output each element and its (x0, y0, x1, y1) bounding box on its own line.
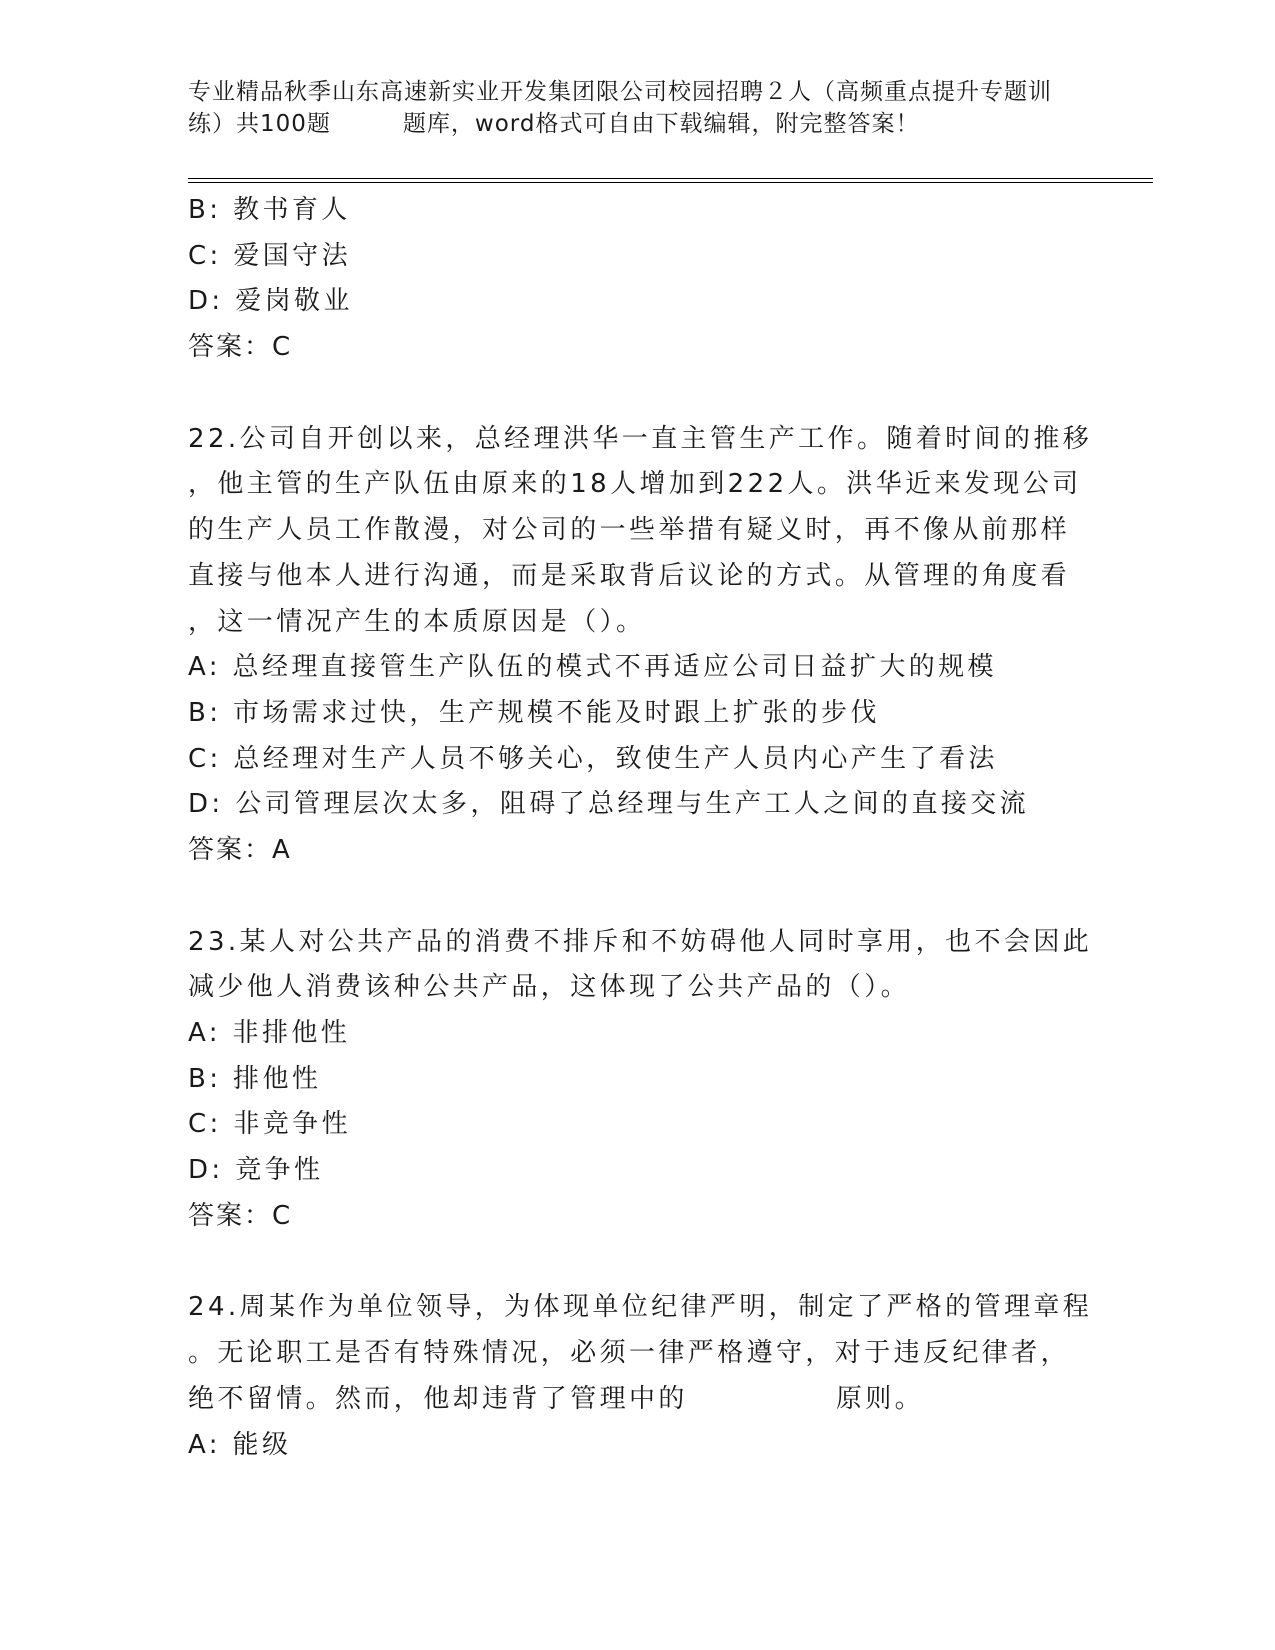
header-double-rule (188, 178, 1153, 183)
question-stem-line (188, 1377, 1088, 1423)
header-title-part-a: 练）共100题 (188, 111, 331, 137)
question-stem-line: ，他主管的生产队伍由原来的18人增加到222人。洪华近来发现公司 (188, 469, 1082, 500)
question-stem-line: 直接与他本人进行沟通，而是采取背后议论的方式。从管理的角度看 (188, 560, 1071, 591)
option-c: C: 非竞争性 (188, 1109, 351, 1140)
question-stem-line: 减少他人消费该种公共产品，这体现了公共产品的（）。 (188, 972, 911, 1003)
question-stem-line: ，这一情况产生的本质原因是（）。 (188, 606, 646, 637)
answer: 答案：C (188, 332, 293, 363)
question-stem-line: 。无论职工是否有特殊情况，必须一律严格遵守，对于违反纪律者， (188, 1338, 1071, 1369)
question-24 (188, 1285, 1093, 1468)
option-c: C: 总经理对生产人员不够关心，致使生产人员内心产生了看法 (188, 743, 998, 774)
option-c: C: 爱国守法 (188, 240, 351, 271)
option-d: D: 竞争性 (188, 1155, 324, 1186)
option-a: A: 总经理直接管生产队伍的模式不再适应公司日益扩大的规模 (188, 652, 997, 683)
option-d: D: 爱岗敬业 (188, 286, 353, 317)
option-b: B: 市场需求过快，生产规模不能及时跟上扩张的步伐 (188, 697, 880, 728)
option-a: A: 非排他性 (188, 1018, 351, 1048)
question-stem-line: 24.周某作为单位领导，为体现单位纪律严明，制定了严格的管理章程 (188, 1292, 1093, 1323)
question-stem-line: 23.某人对公共产品的消费不排斥和不妨碍他人同时享用，也不会因此 (188, 926, 1093, 957)
header-title-line-2 (188, 108, 1088, 140)
answer: 答案：A (188, 834, 292, 865)
option-d: D: 公司管理层次太多，阻碍了总经理与生产工人之间的直接交流 (188, 789, 1030, 820)
header-title-line-1: 专业精品秋季山东高速新实业开发集团限公司校园招聘２人（高频重点提升专题训 (188, 79, 1052, 105)
stem-text-after-blank: 原则。 (835, 1383, 925, 1414)
option-a: A: 能级 (188, 1429, 292, 1460)
stem-text-before-blank: 绝不留情。然而，他却违背了管理中的 (188, 1383, 688, 1414)
option-b: B: 排他性 (188, 1063, 322, 1094)
question-stem-line: 的生产人员工作散漫，对公司的一些举措有疑义时，再不像从前那样 (188, 515, 1071, 546)
answer: 答案：C (188, 1200, 293, 1231)
document-body (188, 188, 1093, 1468)
question-21-tail (188, 188, 1088, 371)
question-stem-line: 22.公司自开创以来，总经理洪华一直主管生产工作。随着时间的推移 (188, 423, 1093, 454)
question-22 (188, 417, 1093, 874)
option-b: B: 教书育人 (188, 195, 351, 225)
question-23 (188, 920, 1093, 1240)
page-header (188, 76, 1088, 140)
header-title-part-b: 题库，word格式可自由下载编辑，附完整答案！ (402, 111, 920, 137)
